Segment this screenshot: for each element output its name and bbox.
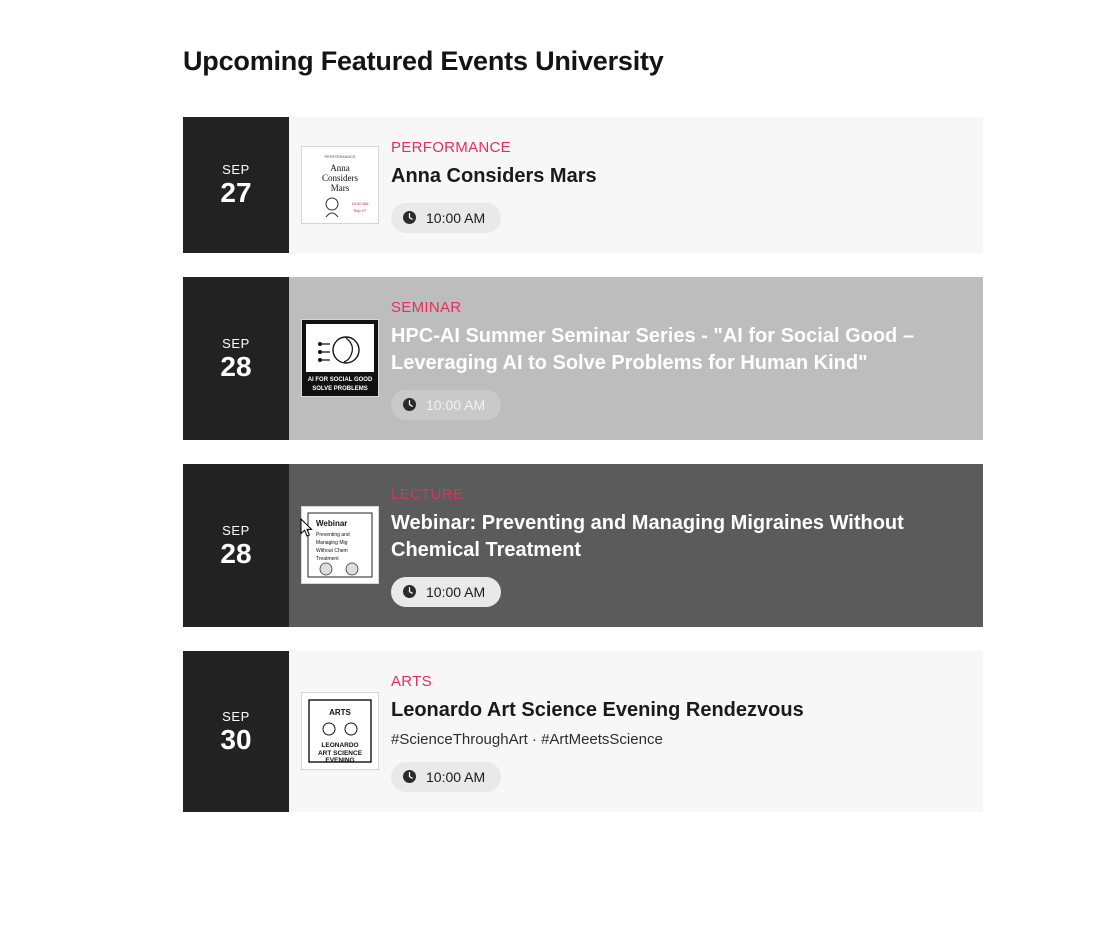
event-body [391,117,983,253]
svg-text:Treatment: Treatment [316,556,339,563]
event-date [183,464,289,627]
clock-icon [402,584,417,599]
svg-text:Mars: Mars [330,182,350,193]
svg-text:SOLVE PROBLEMS: SOLVE PROBLEMS [312,386,368,393]
event-thumbnail[interactable] [301,319,379,397]
event-body [391,277,983,440]
event-thumbnail-wrap [289,651,391,812]
event-category: LECTURE [391,485,464,503]
event-time: 10:00 AM [426,209,486,226]
events-list [183,117,983,836]
clock-icon [402,397,417,412]
event-thumbnail[interactable] [301,506,379,584]
event-thumbnail-wrap [289,277,391,440]
event-date [183,651,289,812]
event-title[interactable]: HPC-AI Summer Seminar Series - "AI for Social Good – Leveraging AI to Solve Problems for Human Kind" [391,324,914,375]
svg-text:ART SCIENCE: ART SCIENCE [317,750,363,758]
svg-text:Preventing and: Preventing and [316,532,350,539]
event-date [183,117,289,253]
svg-text:Anna: Anna [330,162,350,173]
event-card[interactable] [183,117,983,253]
event-tags[interactable]: #ScienceThroughArt · #ArtMeetsScience [391,730,663,748]
event-category: ARTS [391,672,432,690]
svg-text:LEONARDO: LEONARDO [321,742,359,750]
event-date [183,277,289,440]
event-time-pill [391,762,501,792]
clock-icon [402,210,417,225]
event-time-pill [391,203,501,233]
event-date-day: 28 [220,537,252,569]
event-time: 10:00 AM [426,583,486,600]
event-category: SEMINAR [391,298,462,316]
event-date-day: 28 [220,350,252,382]
event-time-pill [391,390,501,420]
event-date-month: SEP [222,708,250,724]
event-thumbnail-wrap [289,464,391,627]
event-card[interactable] [183,464,983,627]
event-title[interactable]: Webinar: Preventing and Managing Migraines Without Chemical Treatment [391,511,904,562]
event-time-pill [391,577,501,607]
svg-text:Managing Mig: Managing Mig [316,540,348,547]
event-thumbnail[interactable] [301,692,379,770]
svg-text:Webinar: Webinar [316,519,348,529]
svg-text:ARTS: ARTS [329,708,351,718]
page-title: Upcoming Featured Events University [183,46,664,76]
event-card[interactable] [183,651,983,812]
svg-text:Sep 27: Sep 27 [353,207,367,213]
clock-icon [402,769,417,784]
event-title[interactable]: Leonardo Art Science Evening Rendezvous [391,698,804,721]
event-thumbnail-wrap [289,117,391,253]
event-body [391,464,983,627]
event-date-day: 27 [220,177,252,209]
event-title[interactable]: Anna Considers Mars [391,165,597,187]
event-time: 10:00 AM [426,396,486,413]
event-date-day: 30 [220,723,252,755]
event-body [391,651,983,812]
event-date-month: SEP [222,162,250,178]
svg-text:10:00 AM: 10:00 AM [351,200,369,206]
event-date-month: SEP [222,522,250,538]
event-thumbnail[interactable] [301,146,379,224]
event-category: PERFORMANCE [391,139,511,156]
svg-text:EVENING: EVENING [325,757,355,765]
svg-text:PERFORMANCE: PERFORMANCE [324,153,356,159]
svg-text:Considers: Considers [322,172,358,183]
svg-text:Without Chem: Without Chem [316,548,348,555]
svg-text:AI FOR SOCIAL GOOD: AI FOR SOCIAL GOOD [307,377,373,384]
event-card[interactable] [183,277,983,440]
event-time: 10:00 AM [426,768,486,785]
event-date-month: SEP [222,335,250,351]
